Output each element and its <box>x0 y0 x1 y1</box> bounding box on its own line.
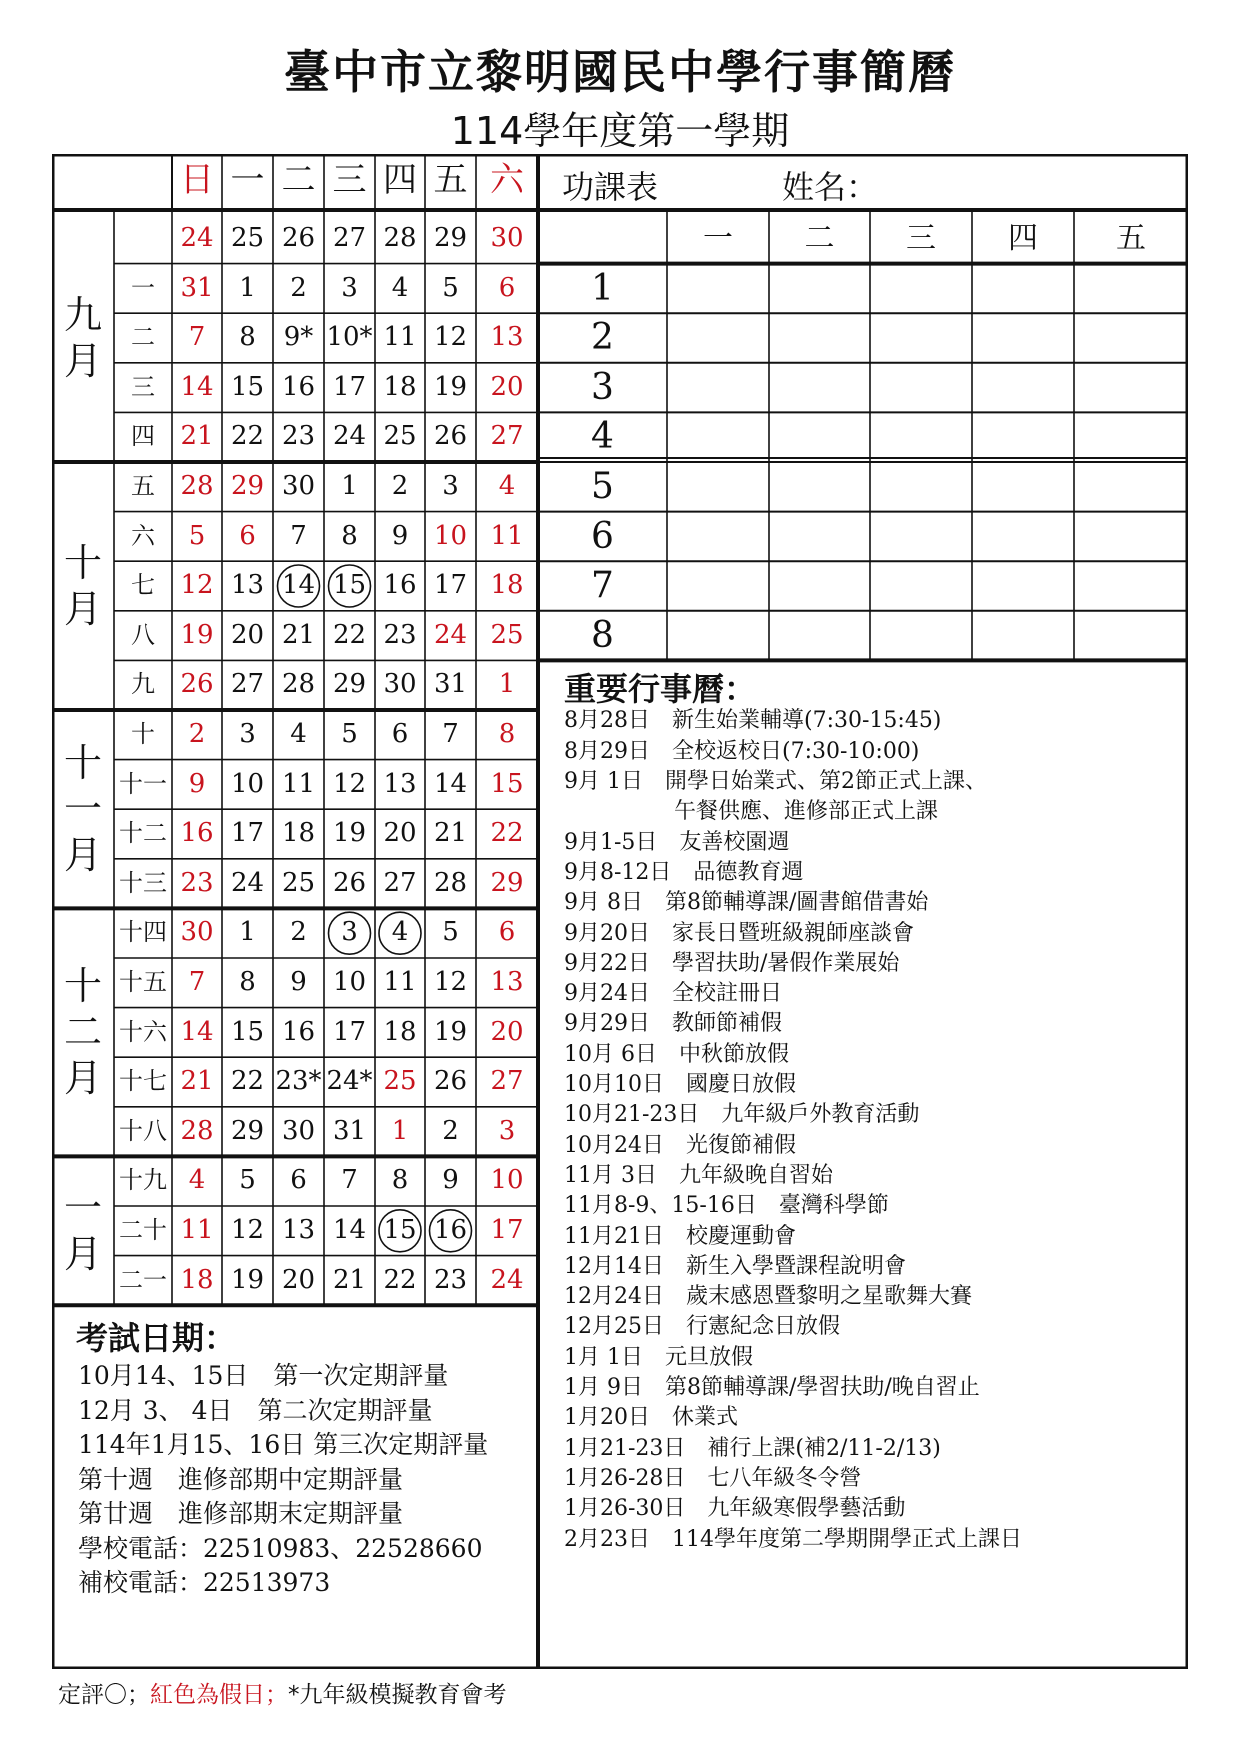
event-item: 1月26-30日 九年級寒假學藝活動 <box>564 1496 906 1522</box>
calendar-day: 19 <box>230 1264 265 1295</box>
calendar-day: 13 <box>383 768 417 799</box>
period-number: 8 <box>591 614 614 656</box>
calendar-day: 9* <box>283 322 314 353</box>
week-label: 九 <box>131 670 155 699</box>
calendar-day: 17 <box>433 570 468 601</box>
calendar-day: 29 <box>230 1115 265 1146</box>
calendar-day: 4 <box>498 471 516 501</box>
calendar-day: 22 <box>490 818 524 849</box>
week-label: 一 <box>131 273 155 302</box>
event-item: 10月 6日 中秋節放假 <box>564 1041 789 1067</box>
calendar-day: 15 <box>230 371 265 402</box>
calendar-day: 30 <box>383 669 417 700</box>
week-label: 四 <box>131 422 155 451</box>
calendar-day: 26 <box>332 867 367 898</box>
calendar-day: 5 <box>188 520 206 551</box>
calendar-day: 10 <box>433 520 468 551</box>
calendar-day: 5 <box>442 917 459 948</box>
calendar-day: 14 <box>433 768 468 799</box>
calendar-day: 28 <box>180 1115 214 1146</box>
event-item: 12月25日 行憲紀念日放假 <box>564 1314 840 1340</box>
calendar-day: 7 <box>341 1165 358 1196</box>
exam-title: 考試日期： <box>76 1319 237 1358</box>
event-item: 9月 1日 開學日始業式、第2節正式上課、 <box>564 769 987 794</box>
period-number: 6 <box>591 515 614 557</box>
calendar-day: 6 <box>498 272 516 303</box>
event-item: 11月 3日 九年級晚自習始 <box>564 1162 833 1188</box>
calendar-day: 17 <box>332 1016 367 1047</box>
calendar-day: 30 <box>490 223 524 253</box>
calendar-day: 12 <box>230 1215 265 1245</box>
calendar-day: 16 <box>281 371 316 402</box>
week-label: 二十 <box>119 1216 167 1244</box>
calendar-day: 1 <box>391 1115 409 1146</box>
calendar-day: 3 <box>442 471 459 501</box>
week-label: 三 <box>131 372 155 401</box>
week-label: 七 <box>131 571 155 600</box>
event-item: 10月10日 國慶日放假 <box>564 1072 796 1097</box>
calendar-day: 25 <box>383 421 417 452</box>
timetable-day-header: 四 <box>1008 221 1038 256</box>
event-item: 2月23日 114學年度第二學期開學正式上課日 <box>564 1526 1022 1552</box>
calendar-day: 25 <box>281 867 316 898</box>
month-label: 九 月 <box>63 293 102 383</box>
event-item: 11月8-9、15-16日 臺灣科學節 <box>564 1193 889 1219</box>
calendar-day: 24 <box>433 619 468 650</box>
period-number: 3 <box>591 366 614 408</box>
month-label: 十 一 月 <box>63 741 102 878</box>
calendar-day: 13 <box>490 322 524 353</box>
legend-red: 紅色為假日； <box>150 1682 288 1708</box>
calendar-day: 14 <box>281 570 316 601</box>
month-label: 十 二 月 <box>63 964 102 1101</box>
calendar-day: 26 <box>433 421 468 452</box>
calendar-day: 27 <box>230 669 265 700</box>
calendar-day: 17 <box>230 818 265 849</box>
calendar-day: 11 <box>383 322 417 353</box>
day-header-0: 日 <box>180 160 214 200</box>
calendar-day: 25 <box>230 223 265 253</box>
calendar-day: 11 <box>490 520 524 551</box>
calendar-day: 13 <box>490 967 524 997</box>
calendar-day: 21 <box>180 421 214 452</box>
calendar-day: 23* <box>275 1066 322 1097</box>
event-item: 8月29日 全校返校日(7:30-10:00) <box>564 738 920 764</box>
event-item: 1月26-28日 七八年級冬令營 <box>564 1465 862 1491</box>
calendar-day: 8 <box>498 719 516 749</box>
calendar-day: 5 <box>341 719 358 749</box>
week-label: 十九 <box>119 1166 167 1195</box>
calendar-day: 12 <box>332 768 367 799</box>
calendar-day: 19 <box>332 818 367 849</box>
calendar-day: 22 <box>230 421 265 452</box>
event-item: 午餐供應、進修部正式上課 <box>564 799 939 825</box>
calendar-day: 8 <box>341 520 358 551</box>
legend-circle: 定評〇； <box>58 1682 150 1708</box>
calendar-day: 11 <box>281 768 316 799</box>
calendar-day: 6 <box>239 520 256 551</box>
calendar-day: 9 <box>391 520 409 551</box>
calendar-day: 20 <box>281 1264 316 1295</box>
calendar-sheet <box>52 154 1188 1669</box>
calendar-day: 21 <box>433 818 468 849</box>
calendar-day: 22 <box>332 619 367 650</box>
calendar-day: 21 <box>281 619 316 650</box>
calendar-day: 20 <box>490 1016 524 1047</box>
calendar-day: 7 <box>442 719 459 749</box>
week-label: 十八 <box>119 1116 167 1145</box>
timetable-day-header: 一 <box>703 221 733 256</box>
calendar-day: 9 <box>188 768 206 799</box>
calendar-day: 15 <box>332 570 367 601</box>
calendar-day: 4 <box>290 719 307 749</box>
week-label: 十三 <box>119 868 167 897</box>
calendar-day: 27 <box>490 1066 524 1097</box>
event-item: 9月29日 教師節補假 <box>564 1011 782 1037</box>
exam-item: 第十週 進修部期中定期評量 <box>78 1464 404 1494</box>
calendar-day: 26 <box>281 223 316 253</box>
calendar-day: 7 <box>290 520 307 551</box>
calendar-day: 16 <box>433 1215 468 1245</box>
event-item: 1月20日 休業式 <box>564 1405 738 1431</box>
calendar-day: 10 <box>332 967 367 997</box>
timetable-day-header: 三 <box>906 221 936 256</box>
calendar-day: 5 <box>442 272 459 303</box>
period-number: 1 <box>591 267 614 309</box>
day-header-2: 二 <box>281 160 316 200</box>
calendar-day: 22 <box>383 1264 417 1295</box>
exam-item: 10月14、15日 第一次定期評量 <box>78 1361 449 1391</box>
event-item: 9月8-12日 品德教育週 <box>564 859 804 885</box>
week-label <box>114 214 172 263</box>
week-label: 六 <box>131 521 155 550</box>
calendar-day: 6 <box>290 1165 307 1196</box>
event-item: 9月20日 家長日暨班級親師座談會 <box>564 920 914 946</box>
event-item: 9月 8日 第8節輔導課/圖書館借書始 <box>564 890 929 916</box>
calendar-day: 3 <box>341 272 358 303</box>
calendar-day: 7 <box>188 322 206 353</box>
period-number: 7 <box>591 565 614 607</box>
legend-star: *九年級模擬教育會考 <box>288 1682 507 1708</box>
period-number: 5 <box>591 466 614 507</box>
calendar-day: 22 <box>230 1066 265 1097</box>
calendar-day: 29 <box>490 867 524 898</box>
calendar-day: 8 <box>239 322 256 353</box>
calendar-day: 4 <box>391 272 409 303</box>
timetable-day-header: 五 <box>1116 221 1146 256</box>
calendar-day: 28 <box>383 223 417 253</box>
calendar-day: 8 <box>391 1165 409 1196</box>
week-label: 二一 <box>119 1265 167 1294</box>
calendar-day: 26 <box>180 669 214 700</box>
period-number: 4 <box>591 416 614 458</box>
exam-item: 補校電話：22513973 <box>78 1568 331 1598</box>
calendar-day: 2 <box>442 1115 459 1146</box>
calendar-day: 14 <box>180 1016 214 1047</box>
week-label: 十四 <box>119 918 167 947</box>
calendar-day: 30 <box>281 471 316 501</box>
calendar-day: 7 <box>188 967 206 997</box>
event-item: 12月24日 歲末感恩暨黎明之星歌舞大賽 <box>564 1284 972 1310</box>
calendar-day: 24 <box>230 867 265 898</box>
calendar-day: 18 <box>383 1016 417 1047</box>
week-label: 十七 <box>119 1067 167 1096</box>
calendar-day: 8 <box>239 967 256 997</box>
calendar-day: 2 <box>290 272 307 303</box>
calendar-day: 6 <box>391 719 409 749</box>
calendar-day: 2 <box>188 719 206 749</box>
month-label: 十 月 <box>63 541 102 631</box>
calendar-day: 19 <box>433 1016 468 1047</box>
calendar-day: 13 <box>230 570 265 601</box>
day-header-6: 六 <box>490 160 524 200</box>
calendar-day: 28 <box>281 669 316 700</box>
calendar-day: 18 <box>180 1264 214 1295</box>
calendar-day: 16 <box>383 570 417 601</box>
calendar-day: 9 <box>290 967 307 997</box>
calendar-day: 23 <box>433 1264 468 1295</box>
week-label: 八 <box>131 620 155 649</box>
day-header-4: 四 <box>383 160 417 200</box>
exam-item: 第廿週 進修部期末定期評量 <box>78 1499 404 1529</box>
calendar-day: 4 <box>188 1165 206 1196</box>
calendar-day: 23 <box>281 421 316 452</box>
calendar-day: 29 <box>433 223 468 253</box>
calendar-day: 25 <box>490 619 524 650</box>
day-header-5: 五 <box>433 160 468 200</box>
calendar-day: 24* <box>326 1066 373 1097</box>
calendar-day: 21 <box>180 1066 214 1097</box>
calendar-day: 19 <box>433 371 468 402</box>
calendar-day: 27 <box>332 223 367 253</box>
calendar-day: 16 <box>281 1016 316 1047</box>
calendar-day: 31 <box>332 1115 367 1146</box>
calendar-day: 23 <box>180 867 214 898</box>
calendar-day: 3 <box>341 917 358 948</box>
calendar-day: 26 <box>433 1066 468 1097</box>
week-label: 十六 <box>119 1017 167 1046</box>
event-item: 1月 9日 第8節輔導課/學習扶助/晚自習止 <box>564 1375 980 1400</box>
event-item: 9月24日 全校註冊日 <box>564 981 782 1007</box>
calendar-day: 13 <box>281 1215 316 1245</box>
calendar-day: 18 <box>281 818 316 849</box>
calendar-day: 2 <box>391 471 409 501</box>
calendar-day: 20 <box>383 818 417 849</box>
exam-item: 12月 3、 4日 第二次定期評量 <box>78 1395 433 1425</box>
calendar-day: 15 <box>490 768 524 799</box>
calendar-day: 24 <box>180 223 214 253</box>
calendar-day: 19 <box>180 619 214 650</box>
day-header-3: 三 <box>332 160 367 200</box>
page-subtitle: 114學年度第一學期 <box>450 109 790 153</box>
calendar-day: 21 <box>332 1264 367 1295</box>
event-item: 10月21-23日 九年級戶外教育活動 <box>564 1102 920 1128</box>
calendar-day: 6 <box>498 917 516 948</box>
calendar-day: 11 <box>383 967 417 997</box>
calendar-day: 31 <box>433 669 468 700</box>
calendar-day: 10 <box>230 768 265 799</box>
calendar-day: 29 <box>230 471 265 501</box>
event-item: 11月21日 校慶運動會 <box>564 1223 796 1249</box>
exam-item: 學校電話：22510983、22528660 <box>78 1533 483 1563</box>
calendar-day: 28 <box>433 867 468 898</box>
calendar-day: 1 <box>498 669 516 700</box>
calendar-day: 15 <box>383 1215 417 1245</box>
event-item: 10月24日 光復節補假 <box>564 1132 796 1158</box>
calendar-day: 11 <box>180 1215 214 1245</box>
calendar-day: 3 <box>239 719 256 749</box>
event-item: 1月 1日 元旦放假 <box>564 1344 753 1370</box>
calendar-day: 20 <box>490 371 524 402</box>
calendar-day: 15 <box>230 1016 265 1047</box>
calendar-day: 27 <box>490 421 524 452</box>
calendar-day: 17 <box>490 1215 524 1245</box>
calendar-day: 17 <box>332 371 367 402</box>
calendar-day: 12 <box>433 967 468 997</box>
calendar-day: 24 <box>490 1264 524 1295</box>
calendar-day: 12 <box>433 322 468 353</box>
calendar-day: 24 <box>332 421 367 452</box>
calendar-day: 1 <box>239 272 256 303</box>
calendar-day: 28 <box>180 471 214 501</box>
calendar-day: 27 <box>383 867 417 898</box>
period-number: 2 <box>591 317 614 359</box>
calendar-day: 18 <box>490 570 524 601</box>
calendar-day: 1 <box>239 917 256 948</box>
week-label: 二 <box>131 323 155 352</box>
week-label: 十 <box>131 720 155 748</box>
timetable-day-header: 二 <box>804 221 835 256</box>
event-item: 8月28日 新生始業輔導(7:30-15:45) <box>564 708 942 734</box>
calendar-day: 23 <box>383 619 417 650</box>
calendar-day: 20 <box>230 619 265 650</box>
week-label: 五 <box>131 472 155 500</box>
month-label: 一 月 <box>63 1185 102 1276</box>
calendar-day: 2 <box>290 917 307 948</box>
calendar-day: 12 <box>180 570 214 601</box>
calendar-day: 10* <box>326 322 373 353</box>
calendar-day: 4 <box>391 917 409 948</box>
week-label: 十一 <box>119 769 167 798</box>
calendar-day: 14 <box>332 1215 367 1245</box>
calendar-day: 30 <box>180 917 214 948</box>
calendar-day: 16 <box>180 818 214 849</box>
calendar-day: 25 <box>383 1066 417 1097</box>
timetable-title: 功課表 <box>562 168 659 206</box>
day-header-1: 一 <box>230 160 265 200</box>
exam-item: 114年1月15、16日 第三次定期評量 <box>78 1430 489 1460</box>
event-item: 1月21-23日 補行上課(補2/11-2/13) <box>564 1435 941 1461</box>
calendar-day: 18 <box>383 371 417 402</box>
calendar-day: 30 <box>281 1115 316 1146</box>
event-item: 9月22日 學習扶助/暑假作業展始 <box>564 950 900 976</box>
legend <box>58 1676 507 1709</box>
calendar-day: 3 <box>498 1115 516 1146</box>
calendar-day: 29 <box>332 669 367 700</box>
week-label: 十二 <box>119 819 167 848</box>
calendar-day: 9 <box>442 1165 459 1196</box>
calendar-day: 14 <box>180 371 214 402</box>
calendar-day: 31 <box>180 272 214 303</box>
calendar-day: 1 <box>341 471 358 501</box>
events-title: 重要行事曆： <box>564 670 757 709</box>
event-item: 12月14日 新生入學暨課程說明會 <box>564 1253 906 1279</box>
calendar-day: 5 <box>239 1165 256 1196</box>
page-title: 臺中市立黎明國民中學行事簡曆 <box>284 45 956 99</box>
week-label: 十五 <box>119 968 167 996</box>
calendar-day: 10 <box>490 1165 524 1196</box>
event-item: 9月1-5日 友善校園週 <box>564 829 790 855</box>
name-label: 姓名： <box>782 168 879 206</box>
